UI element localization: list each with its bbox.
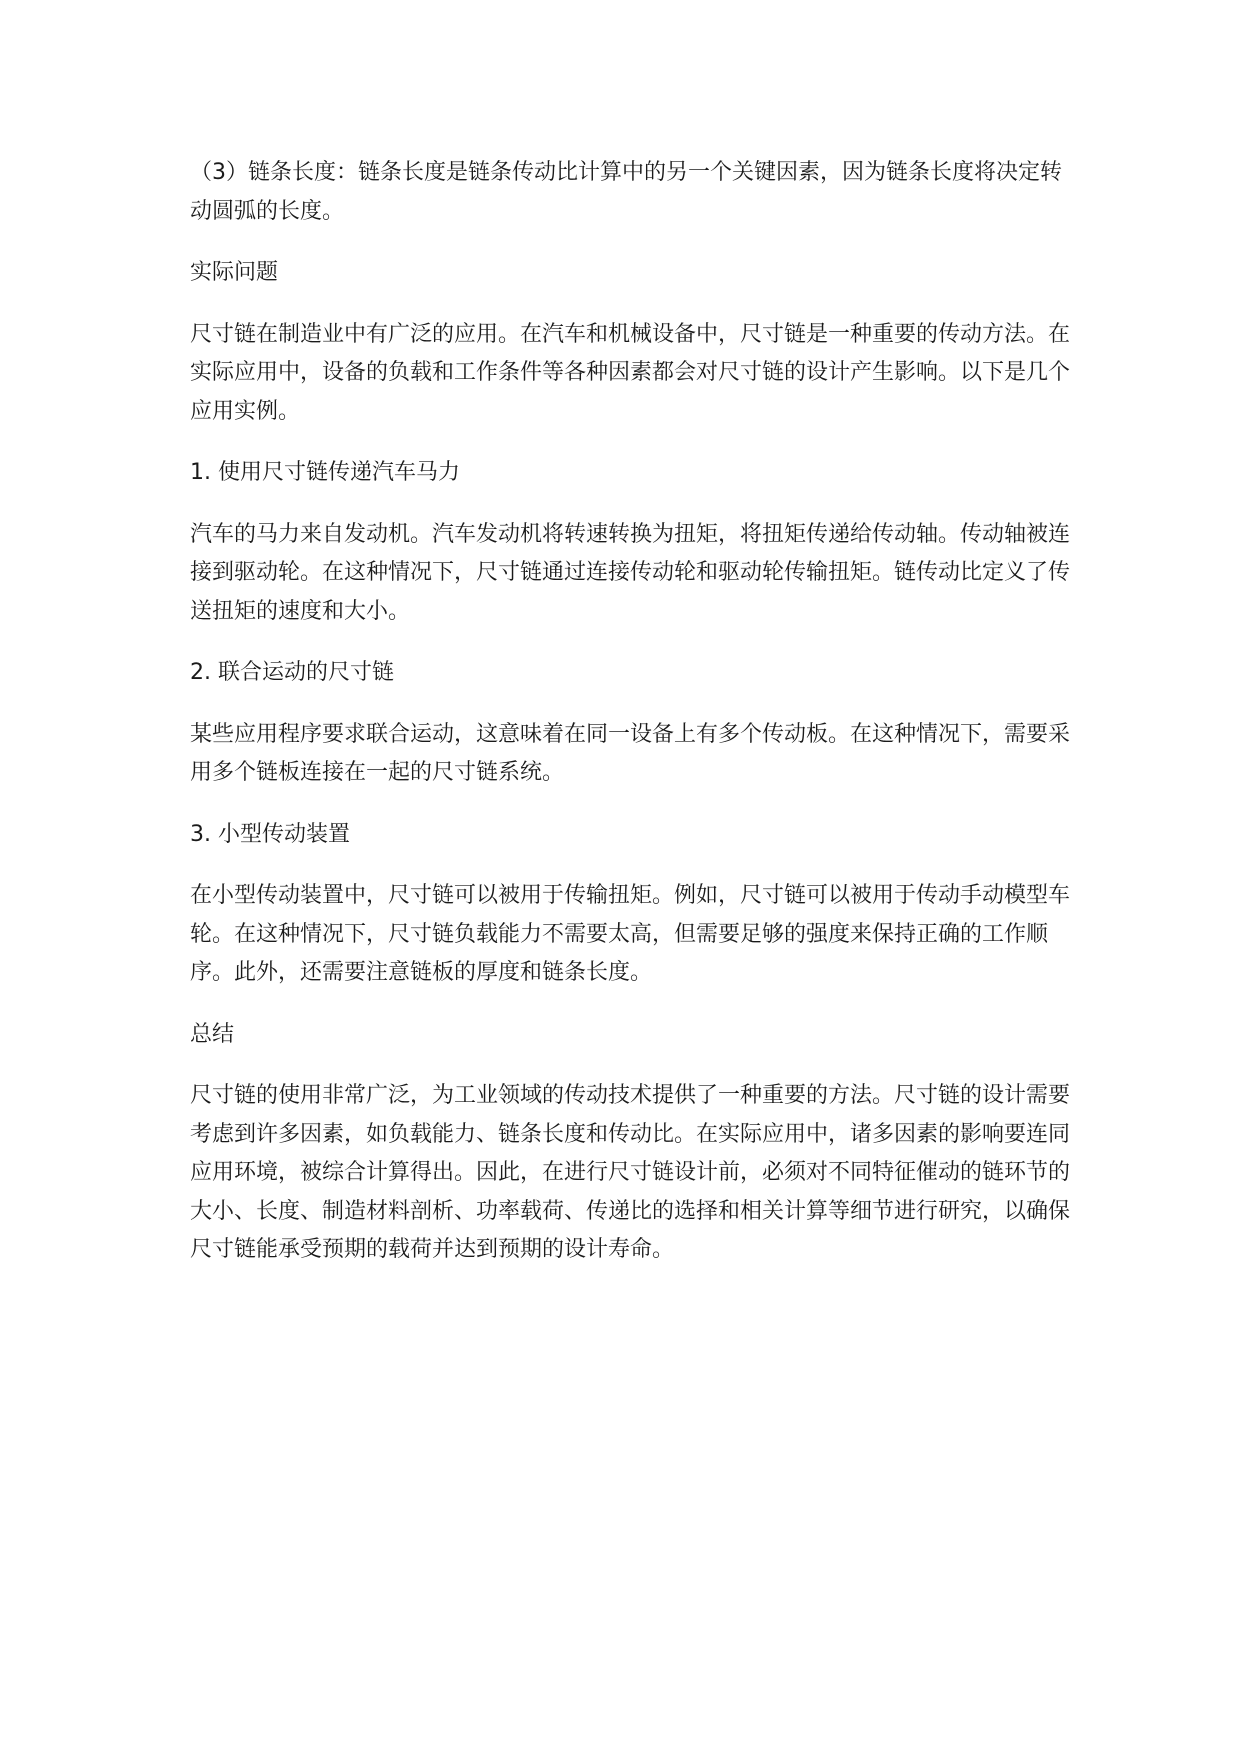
heading-example-1: 1. 使用尺寸链传递汽车马力 (190, 460, 460, 485)
heading-summary: 总结 (190, 1021, 235, 1047)
heading-example-3: 3. 小型传动装置 (190, 821, 350, 847)
paragraph-applications-intro: 尺寸链在制造业中有广泛的应用。在汽车和机械设备中，尺寸链是一种重要的传动方法。在实际应用中，设备的负载和工作条件等各种因素都会对尺寸链的设计产生影响。以下是几个应用实例。 (190, 321, 1071, 424)
paragraph-example-2: 某些应用程序要求联合运动，这意味着在同一设备上有多个传动板。在这种情况下，需要采用多个链板连接在一起的尺寸链系统。 (190, 721, 1071, 785)
paragraph-example-3: 在小型传动装置中，尺寸链可以被用于传输扭矩。例如，尺寸链可以被用于传动手动模型车轮。在这种情况下，尺寸链负载能力不需要太高，但需要足够的强度来保持正确的工作顺序。此外，还需要注意链板的厚度和链条长度。 (190, 883, 1071, 985)
document-body (190, 154, 1080, 1293)
paragraph-summary: 尺寸链的使用非常广泛，为工业领域的传动技术提供了一种重要的方法。尺寸链的设计需要考虑到许多因素，如负载能力、链条长度和传动比。在实际应用中，诸多因素的影响要连同应用环境，被综合计算得出。因此，在进行尺寸链设计前，必须对不同特征催动的链环节的大小、长度、制造材料剖析、功率载荷、传递比的选择和相关计算等细节进行研究，以确保尺寸链能承受预期的载荷并达到预期的设计寿命。 (190, 1083, 1071, 1262)
heading-example-2: 2. 联合运动的尺寸链 (190, 660, 394, 685)
heading-practical-issues: 实际问题 (190, 260, 279, 285)
paragraph-chain-length: （3）链条长度：链条长度是链条传动比计算中的另一个关键因素，因为链条长度将决定转动圆弧的长度。 (190, 160, 1063, 224)
paragraph-example-1: 汽车的马力来自发动机。汽车发动机将转速转换为扭矩，将扭矩传递给传动轴。传动轴被连接到驱动轮。在这种情况下，尺寸链通过连接传动轮和驱动轮传输扭矩。链传动比定义了传送扭矩的速度和大小。 (190, 521, 1071, 624)
